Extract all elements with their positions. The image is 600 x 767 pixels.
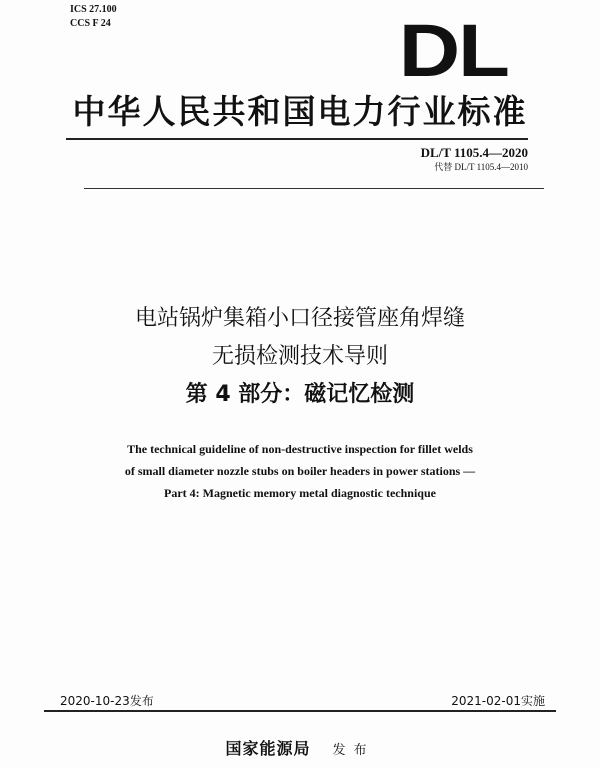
standard-organization-title: 中华人民共和国电力行业标准	[72, 92, 528, 131]
english-title	[0, 438, 600, 504]
ics-code: ICS 27.100	[70, 4, 117, 15]
title-line-3: 第 4 部分：磁记忆检测	[185, 382, 415, 407]
ccs-code: CCS F 24	[70, 18, 111, 29]
issuer-line	[0, 736, 600, 759]
classification-codes	[70, 3, 117, 31]
top-divider	[66, 138, 528, 140]
document-title	[0, 300, 600, 414]
issuer-name: 国家能源局	[225, 739, 311, 758]
title-line-2: 无损检测技术导则	[211, 344, 388, 369]
english-title-line-2: of small diameter nozzle stubs on boiler headers in power stations —	[124, 464, 476, 478]
dl-logo: DL	[399, 9, 508, 92]
middle-divider	[84, 188, 544, 189]
english-title-line-3: Part 4: Magnetic memory metal diagnostic technique	[164, 486, 436, 500]
standard-number: DL/T 1105.4—2020	[420, 145, 528, 160]
issuer-action: 发布	[332, 743, 375, 758]
issue-date: 2020-10-23发布	[60, 694, 154, 708]
standard-number-block	[421, 145, 528, 173]
bottom-divider	[44, 710, 556, 712]
english-title-line-1: The technical guideline of non-destructive inspection for fillet welds	[127, 442, 473, 456]
title-line-1: 电站锅炉集箱小口径接管座角焊缝	[134, 306, 465, 331]
replaces-note: 代替 DL/T 1105.4—2010	[434, 162, 528, 172]
implementation-date: 2021-02-01实施	[451, 694, 545, 708]
